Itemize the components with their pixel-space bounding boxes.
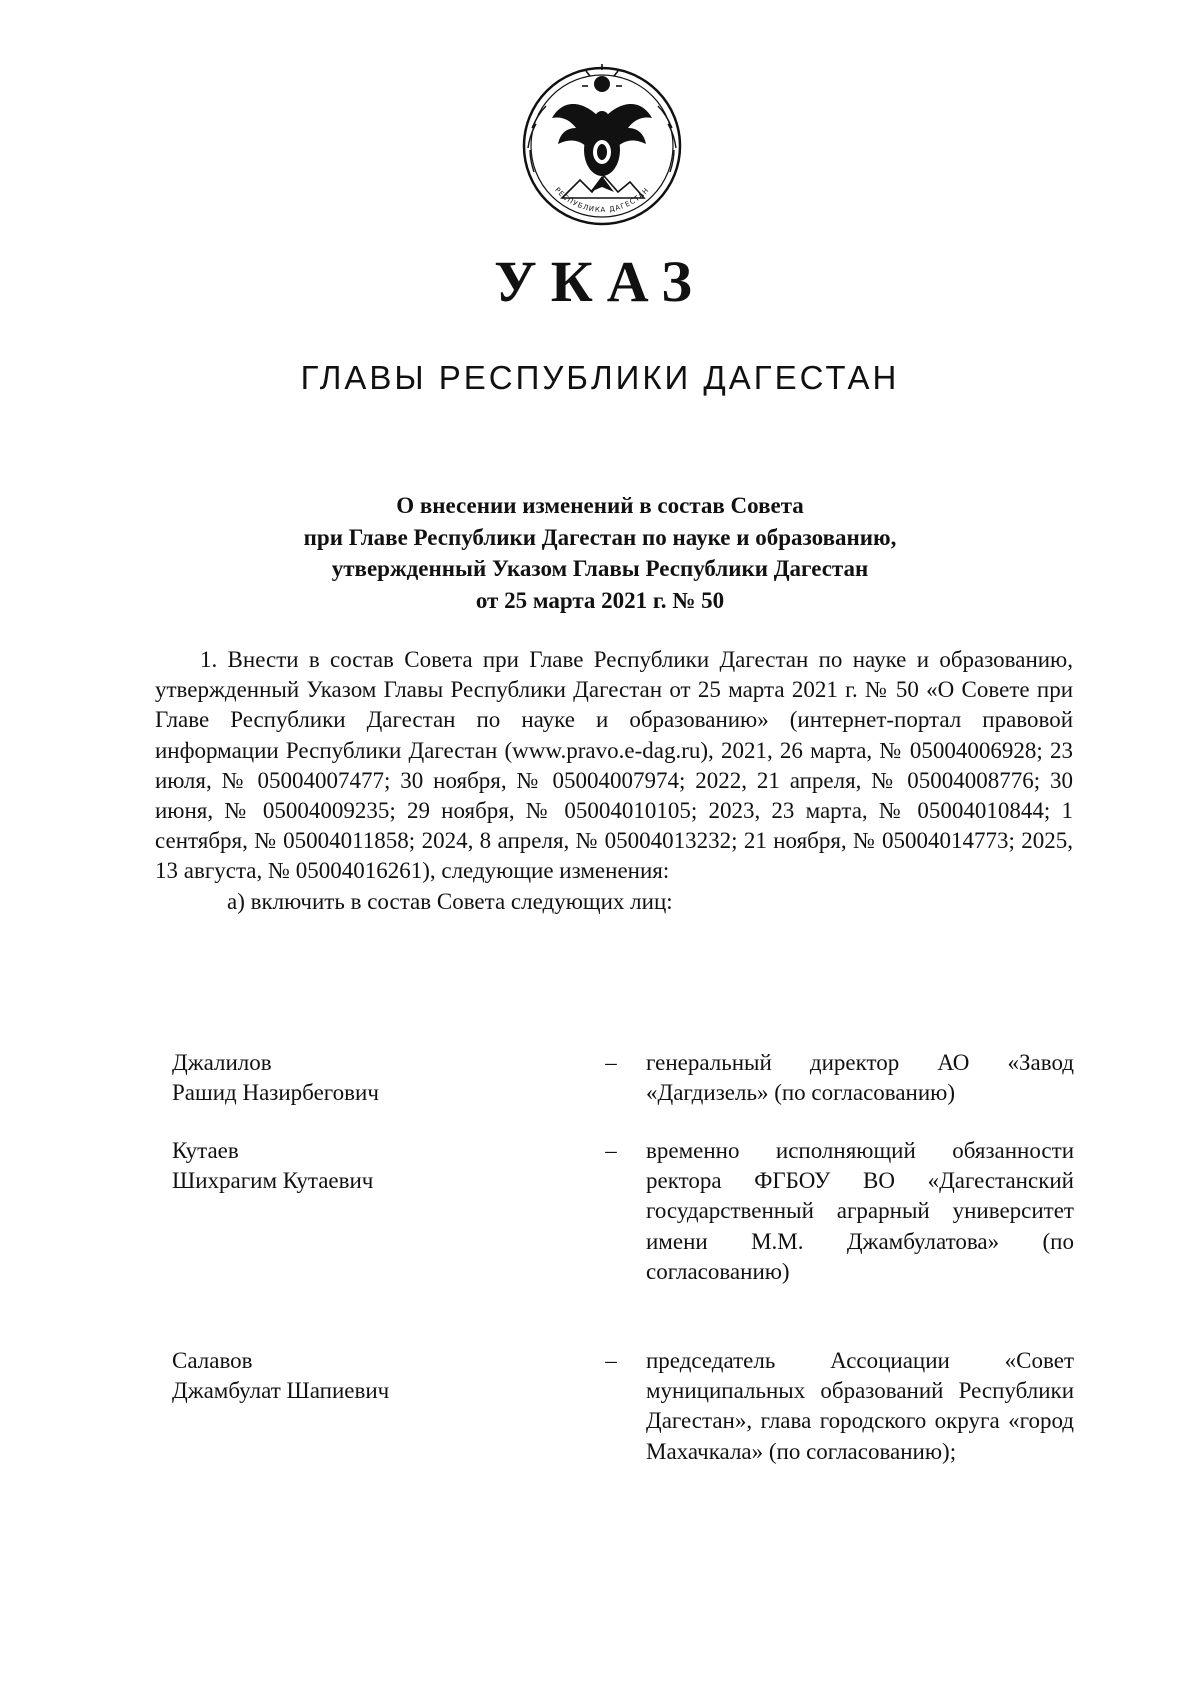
member-name	[172, 1136, 532, 1196]
member-given-names: Джамбулат Шапиевич	[172, 1378, 390, 1404]
svg-text:РЕСПУБЛИКА ДАГЕСТАН: РЕСПУБЛИКА ДАГЕСТАН	[553, 185, 651, 215]
subparagraph-a: а) включить в состав Совета следующих лиц:	[227, 888, 673, 914]
member-role: председатель Ассоциации «Совет муниципальных образований Республики Дагестан», глава городского округа «город Махачкала» (по согласованию);	[646, 1348, 1074, 1464]
paragraph-1: 1. Внести в состав Совета при Главе Республики Дагестан по науке и образованию, утвержденный Указом Главы Республики Дагестан от 25 марта 2021 г. № 50 «О Совете при Главе Республики Дагестан по науке и образованию» (интернет-портал правовой информации Республики Дагестан (www.pravo.e-dag.ru), 2021, 26 марта, № 05004006928; 23 июля, № 05004007477; 30 ноября, № 05004007974; 2022, 21 апреля, № 05004008776; 30 июня, № 05004009235; 29 ноября, № 05004010105; 2023, 23 марта, № 05004010844; 1 сентября, № 05004011858; 2024, 8 апреля, № 05004013232; 21 ноября, № 05004014773; 2025, 13 августа, № 05004016261), следующие изменения:	[155, 647, 1073, 884]
member-given-names: Шихрагим Кутаевич	[172, 1168, 374, 1194]
member-dash: –	[605, 1348, 617, 1373]
document-title: УКАЗ	[494, 249, 706, 314]
member-surname: Кутаев	[172, 1138, 239, 1163]
decree-heading	[150, 490, 1050, 616]
heading-line: О внесении изменений в состав Совета	[396, 493, 804, 518]
member-name	[172, 1048, 532, 1108]
member-name	[172, 1346, 532, 1406]
member-surname: Джалилов	[172, 1050, 272, 1075]
member-role: генеральный директор АО «Завод «Дагдизель» (по согласованию)	[646, 1050, 1074, 1106]
member-role: временно исполняющий обязанности ректора ФГБОУ ВО «Дагестанский государственный аграрный университет имени М.М. Джамбулатова» (по согласованию)	[646, 1138, 1074, 1284]
member-given-names: Рашид Назирбегович	[172, 1080, 379, 1106]
member-surname: Салавов	[172, 1348, 253, 1373]
dagestan-coat-of-arms-icon	[518, 58, 686, 234]
decree-body	[155, 645, 1073, 917]
heading-line: утвержденный Указом Главы Республики Дагестан	[331, 556, 869, 581]
heading-line: от 25 марта 2021 г. № 50	[475, 587, 725, 613]
member-dash: –	[605, 1138, 617, 1163]
member-dash: –	[605, 1050, 617, 1075]
document-subtitle: ГЛАВЫ РЕСПУБЛИКИ ДАГЕСТАН	[300, 359, 900, 396]
heading-line: при Главе Республики Дагестан по науке и образованию,	[303, 524, 897, 550]
